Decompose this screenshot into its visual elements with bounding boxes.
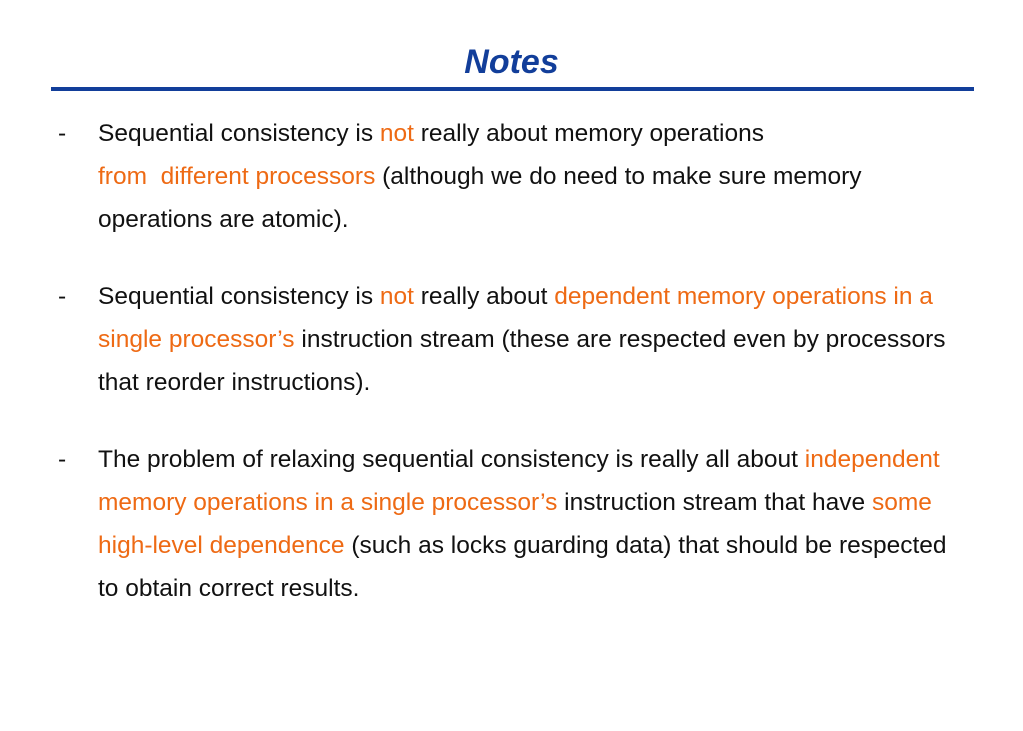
slide-title: Notes	[464, 43, 559, 81]
highlighted-text: not	[379, 283, 414, 310]
segment-text: really about memory operations	[413, 120, 764, 147]
segment-text: Sequential consistency is	[98, 120, 380, 147]
highlighted-text: dependent memory operations in a single processor’s	[98, 283, 933, 353]
segment-text: The problem of relaxing sequential consistency is really all about	[98, 446, 805, 473]
bullet-dash: -	[58, 120, 67, 147]
segment-text: instruction stream (these are respected even by processors that reorder instructions).	[98, 326, 946, 396]
bullet-item	[58, 438, 958, 610]
segment-text: (such as locks guarding data) that should be respected to obtain correct results.	[98, 532, 947, 602]
bullet-list	[58, 112, 958, 610]
title-underline-rule	[51, 87, 974, 91]
segment-text: really about	[413, 283, 555, 310]
bullet-dash: -	[58, 283, 67, 310]
highlighted-text: not	[379, 120, 414, 147]
highlighted-text: independent memory operations in a single processor’s	[98, 446, 940, 516]
bullet-item	[58, 112, 958, 241]
segment-text: Sequential consistency is	[98, 283, 380, 310]
highlighted-text: some high-level dependence	[98, 489, 932, 559]
segment-text: instruction stream that have	[557, 489, 872, 516]
bullet-item	[58, 275, 958, 404]
highlighted-text: from different processors	[98, 163, 376, 190]
segment-text: (although we do need to make sure memory operations are atomic).	[98, 163, 862, 233]
bullet-dash: -	[58, 446, 67, 473]
